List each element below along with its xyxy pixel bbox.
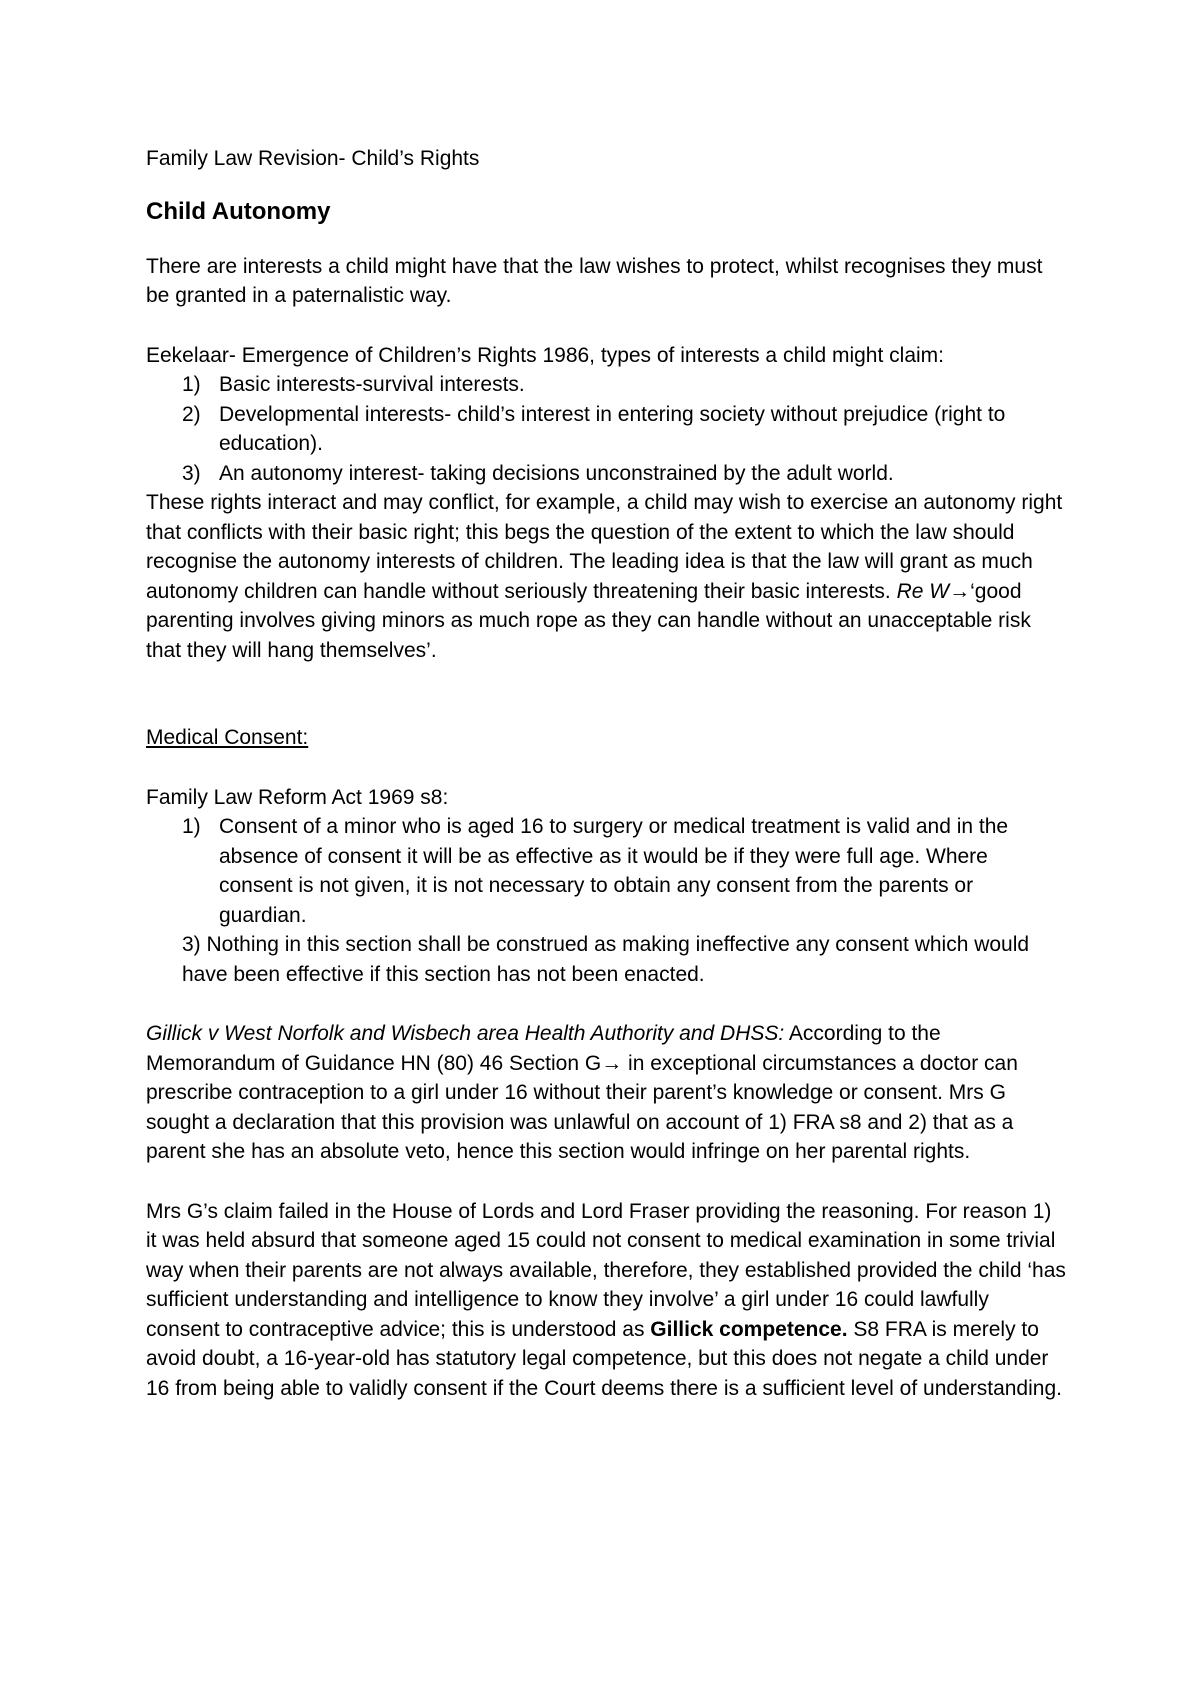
- flra-item-3: 3) Nothing in this section shall be construed as making ineffective any consent which would have been effective if this section has not been enacted.: [182, 933, 1030, 986]
- list-item: [146, 370, 1066, 400]
- lords-text-2: S8 FRA is merely to avoid doubt, a 16-year-old has statutory legal competence, but this does not negate a child under 16 from being able to validly consent if the Court deems there is a sufficient level of understanding.: [146, 1317, 1062, 1400]
- list-item: [146, 812, 1066, 930]
- list-text: Basic interests-survival interests.: [219, 373, 525, 396]
- list-text: Developmental interests- child’s interest in entering society without prejudice (right to education).: [219, 402, 1006, 455]
- lords-text-1: Mrs G’s claim failed in the House of Lords and Lord Fraser providing the reasoning. For reason 1) it was held absurd that someone aged 15 could not consent to medical examination in some trivial way when their parents are not always available, therefore, they established provided the child ‘has sufficient understanding and intelligence to know they involve’ a girl under 16 could lawfully consent to contraceptive advice; this is understood as: [146, 1199, 1066, 1341]
- re-w-quote: ‘good parenting involves giving minors as much rope as they can handle without an unacceptable risk that they will hang themselves’.: [146, 579, 1031, 662]
- list-text: An autonomy interest- taking decisions unconstrained by the adult world.: [219, 461, 894, 485]
- re-w-case-name: Re W: [896, 579, 950, 603]
- conflict-text: These rights interact and may conflict, for example, a child may wish to exercise an autonomy right that conflicts with their basic right; this begs the question of the extent to which the law should recognise the autonomy interests of children. The leading idea is that the law will grant as much autonomy children can handle without seriously threatening their basic interests.: [146, 491, 1063, 603]
- section-heading-child-autonomy: Child Autonomy: [146, 197, 331, 225]
- list-number: 3): [182, 461, 201, 485]
- list-number: 1): [182, 373, 201, 396]
- document-body: [146, 144, 1066, 1403]
- section-heading-medical-consent: Medical Consent:: [146, 726, 309, 749]
- intro-paragraph: There are interests a child might have that the law wishes to protect, whilst recognises they must be granted in a paternalistic way.: [146, 254, 1043, 307]
- eekelaar-lead: Eekelaar- Emergence of Children’s Rights 1986, types of interests a child might claim:: [146, 343, 944, 367]
- flra-lead: Family Law Reform Act 1969 s8:: [146, 785, 449, 809]
- list-item: [146, 400, 1066, 459]
- list-number: 1): [182, 815, 201, 838]
- list-text: Consent of a minor who is aged 16 to surgery or medical treatment is valid and in the absence of consent it will be as effective as it would be if they were full age. Where consent is not given, it is not necessary to obtain any consent from the parents or guardian.: [219, 815, 1009, 927]
- arrow-icon: →: [601, 1051, 623, 1075]
- arrow-icon: →: [949, 579, 971, 603]
- house-of-lords-paragraph: [146, 1197, 1066, 1404]
- list-number: 2): [182, 402, 201, 426]
- gillick-competence-term: Gillick competence.: [650, 1317, 848, 1341]
- list-item: [146, 459, 1066, 489]
- conflict-paragraph: [146, 488, 1066, 665]
- flra-list: [146, 812, 1066, 930]
- document-title: Family Law Revision- Child’s Rights: [146, 147, 480, 170]
- gillick-text-2: in exceptional circumstances a doctor can prescribe contraception to a girl under 16 without their parent’s knowledge or consent. Mrs G sought a declaration that this provision was unlawful on account of 1) FRA s8 and 2) that as a parent she has an absolute veto, hence this section would infringe on her parental rights.: [146, 1051, 1018, 1163]
- gillick-paragraph: [146, 1019, 1066, 1167]
- eekelaar-list: [146, 370, 1066, 488]
- gillick-text-1: According to the Memorandum of Guidance HN (80) 46 Section G: [146, 1022, 941, 1075]
- gillick-case-name: Gillick v West Norfolk and Wisbech area Health Authority and DHSS:: [146, 1022, 785, 1045]
